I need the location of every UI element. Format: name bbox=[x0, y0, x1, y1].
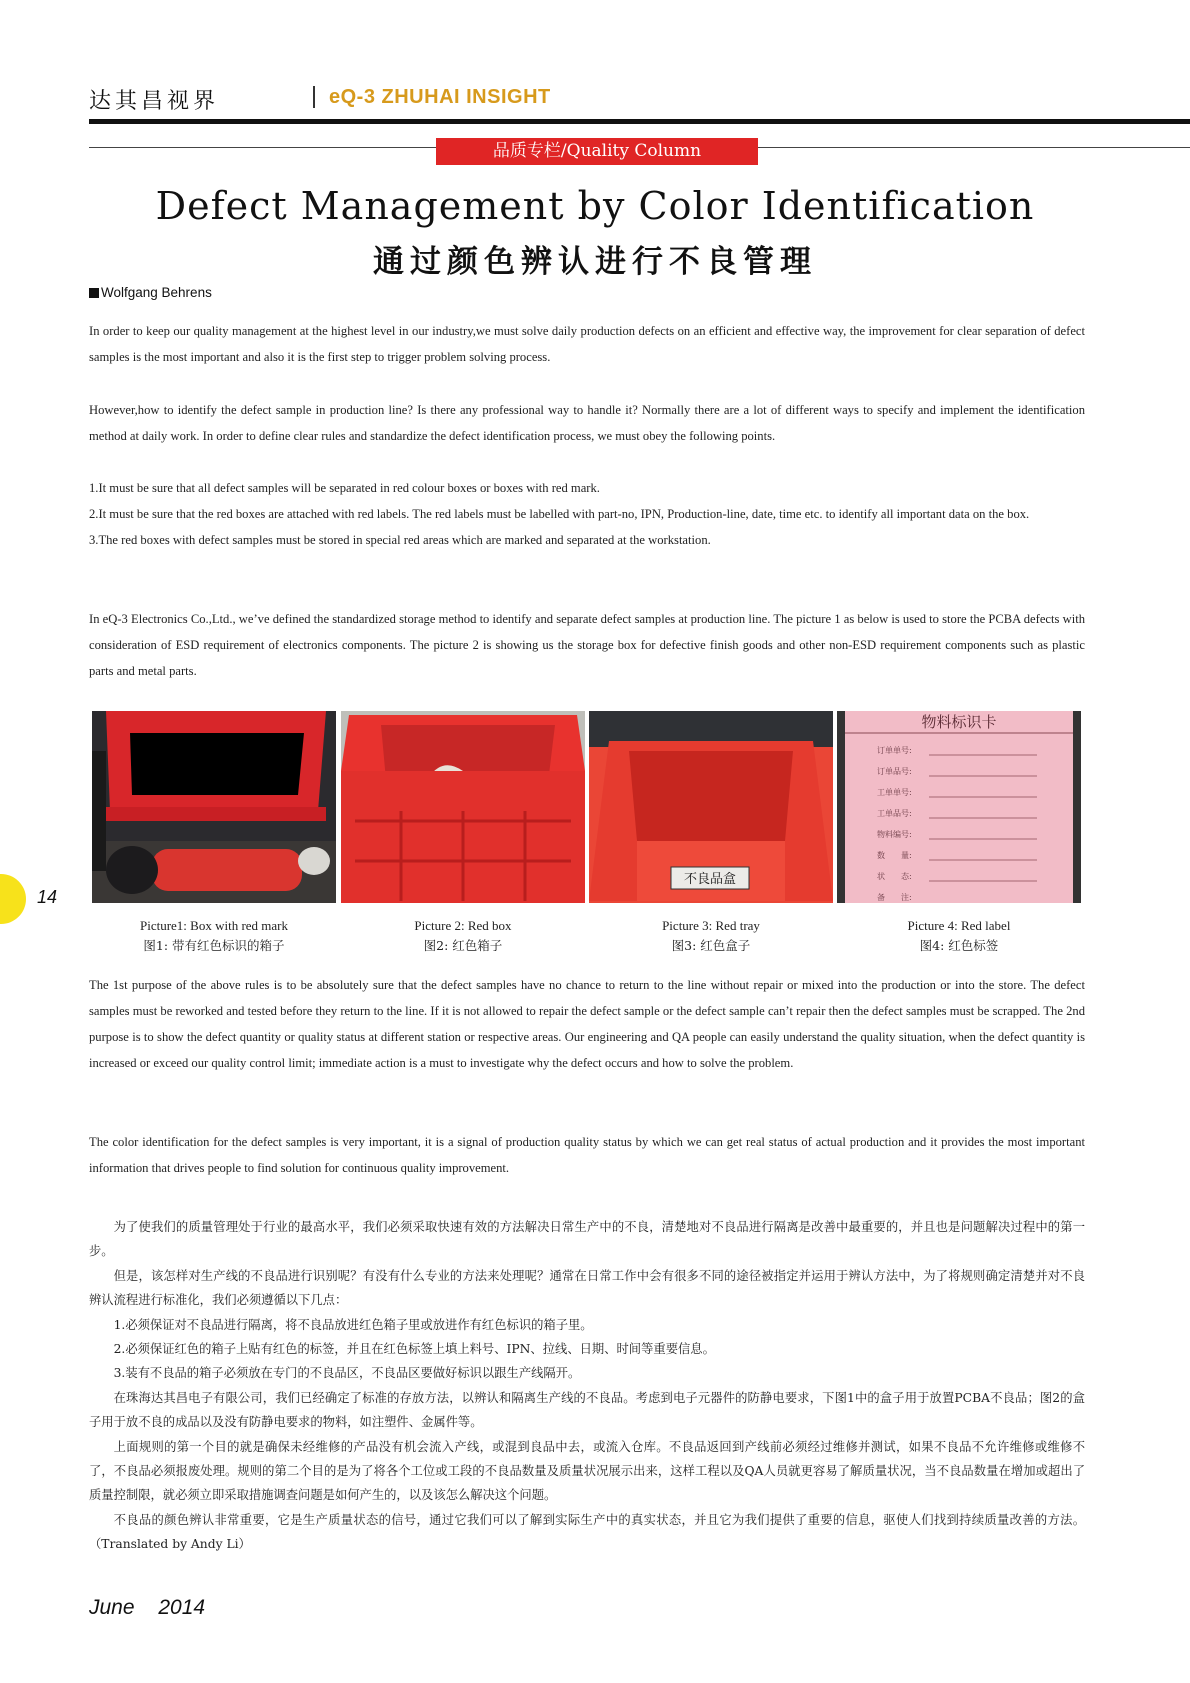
label-field-4: 工单品号: bbox=[877, 809, 912, 818]
tray-tag-text: 不良品盒 bbox=[683, 872, 737, 887]
header-separator bbox=[313, 86, 315, 108]
cn-paragraph-5: 不良品的颜色辨认非常重要，它是生产质量状态的信号，通过它我们可以了解到实际生产中的真实状态，并且它为我们提供了重要的信息，驱使人们找到持续质量改善的方法。（Translated by Andy Li） bbox=[89, 1512, 1085, 1552]
label-field-3: 工单单号: bbox=[877, 788, 912, 797]
label-field-5: 物料编号: bbox=[877, 830, 912, 839]
article-title-cn: 通过颜色辨认进行不良管理 bbox=[373, 244, 817, 280]
photo-red-label bbox=[837, 711, 1081, 903]
en-paragraph-5: The 1st purpose of the above rules is to be absolutely sure that the defect samples have no chance to return to the line without repair or mixed into the production or into the store. The defect samples must be reworked and tested before they return to the line. If it is not allowed to repair the defect sample or the defect sample can’t repair then the defect samples must be scrapped. The 2nd purpose is to show the defect quantity or quality status at different station or respective areas. Our engineering and QA people can easily understand the quality situation, when the defect quantity is increased or exceed our quality control limit; immediate action is a must to investigate why the defect occurs and how to solve the problem. bbox=[89, 978, 1085, 1070]
label-field-1: 订单单号: bbox=[877, 746, 912, 755]
caption-picture-3: Picture 3: Red tray 图3: 红色盒子 bbox=[662, 918, 760, 953]
rule-3: 3.The red boxes with defect samples must be stored in special red areas which are marked and separated at the workstation. bbox=[89, 533, 711, 547]
cn-paragraph-3: 在珠海达其昌电子有限公司，我们已经确定了标准的存放方法，以辨认和隔离生产线的不良品。考虑到电子元器件的防静电要求，下图1中的盒子用于放置PCBA不良品；图2的盒子用于放不良的成品以及没有防静电要求的物料，如注塑件、金属件等。 bbox=[89, 1390, 1085, 1430]
photo-red-box bbox=[341, 711, 585, 903]
en-rules bbox=[89, 475, 1085, 553]
column-tag: 品质专栏/Quality Column bbox=[436, 138, 758, 165]
caption-picture-2: Picture 2: Red box 图2: 红色箱子 bbox=[414, 918, 512, 953]
article-title-en: Defect Management by Color Identification bbox=[155, 184, 1035, 228]
label-field-8: 备 注: bbox=[877, 893, 912, 902]
label-field-6: 数 量: bbox=[877, 851, 912, 860]
en-paragraph-4: In eQ-3 Electronics Co.,Ltd., we’ve defined the standardized storage method to identify and separate defect samples at production line. The picture 1 as below is used to store the PCBA defects with consideration of ESD requirement of electronics components. The picture 2 is showing us the storage box for defective finish goods and other non-ESD requirement components such as plastic parts and metal parts. bbox=[89, 612, 1085, 678]
cn-paragraph-4: 上面规则的第一个目的就是确保未经维修的产品没有机会流入产线，或混到良品中去，或流入仓库。不良品返回到产线前必须经过维修并测试，如果不良品不允许维修或维修不了，不良品必须报废处理。规则的第二个目的是为了将各个工位或工段的不良品数量及质量状况展示出来，这样工程以及QA人员就更容易了解质量状况，当不良品数量在增加或超出了质量控制限，就必须立即采取措施调查问题是如何产生的，以及该怎么解决这个问题。 bbox=[89, 1439, 1085, 1503]
cn-rule-1: 1.必须保证对不良品进行隔离，将不良品放进红色箱子里或放进作有红色标识的箱子里。 bbox=[113, 1317, 593, 1332]
label-field-2: 订单品号: bbox=[877, 767, 912, 776]
author-name: Wolfgang Behrens bbox=[101, 285, 212, 300]
caption-picture-4: Picture 4: Red label 图4: 红色标签 bbox=[907, 918, 1011, 953]
cn-paragraph-1: 为了使我们的质量管理处于行业的最高水平，我们必须采取快速有效的方法解决日常生产中的不良，清楚地对不良品进行隔离是改善中最重要的，并且也是问题解决过程中的第一步。 bbox=[89, 1220, 1085, 1259]
photo-strip bbox=[92, 711, 1082, 903]
bullet-square-icon bbox=[89, 288, 99, 298]
label-card-title: 物料标识卡 bbox=[921, 713, 997, 731]
en-paragraph-6: The color identification for the defect samples is very important, it is a signal of production quality status by which we can get real status of actual production and it provides the most important information that drives people to find solution for continuous quality improvement. bbox=[89, 1135, 1085, 1175]
rule-2: 2.It must be sure that the red boxes are attached with red labels. The red labels must be labelled with part-no, IPN, Production-line, date, time etc. to identify all important data on the box. bbox=[89, 507, 1030, 521]
issue-date: June 2014 bbox=[89, 1596, 206, 1619]
cn-rule-3: 3.装有不良品的箱子必须放在专门的不良品区，不良品区要做好标识以跟生产线隔开。 bbox=[113, 1366, 581, 1381]
rule-1: 1.It must be sure that all defect samples will be separated in red colour boxes or boxes with red mark. bbox=[89, 481, 600, 495]
cn-rule-2: 2.必须保证红色的箱子上贴有红色的标签，并且在红色标签上填上料号、IPN、拉线、日期、时间等重要信息。 bbox=[113, 1342, 715, 1357]
en-paragraph-2: However,how to identify the defect sample in production line? Is there any professional way to handle it? Normally there are a lot of different ways to specify and implement the identification method at daily work. In order to define clear rules and standardize the defect identification process, we must obey the following points. bbox=[89, 403, 1085, 443]
page-number: 14 bbox=[37, 887, 58, 907]
label-field-7: 状 态: bbox=[877, 872, 912, 881]
page-number-dot bbox=[0, 874, 26, 924]
caption-picture-1: Picture1: Box with red mark 图1: 带有红色标识的箱子 bbox=[139, 918, 289, 953]
photo-red-tray bbox=[589, 711, 833, 903]
header-rule bbox=[89, 119, 1190, 124]
cn-body bbox=[89, 1215, 1085, 1557]
en-paragraph-1: In order to keep our quality management at the highest level in our industry,we must solve daily production defects on an efficient and effective way, the improvement for clear separation of defect samples is the most important and also it is the first step to trigger problem solving process. bbox=[89, 324, 1085, 364]
photo-box-with-red-mark bbox=[92, 711, 336, 903]
cn-paragraph-2: 但是，该怎样对生产线的不良品进行识别呢？有没有什么专业的方法来处理呢？通常在日常工作中会有很多不同的途径被指定并运用于辨认方法中，为了将规则确定清楚并对不良辨认流程进行标准化，我们必须遵循以下几点： bbox=[89, 1268, 1085, 1308]
author-line bbox=[89, 285, 212, 300]
brand-cn: 达其昌视界 bbox=[89, 89, 220, 114]
magazine-header bbox=[89, 84, 1189, 118]
brand-en: eQ-3 ZHUHAI INSIGHT bbox=[329, 86, 551, 108]
